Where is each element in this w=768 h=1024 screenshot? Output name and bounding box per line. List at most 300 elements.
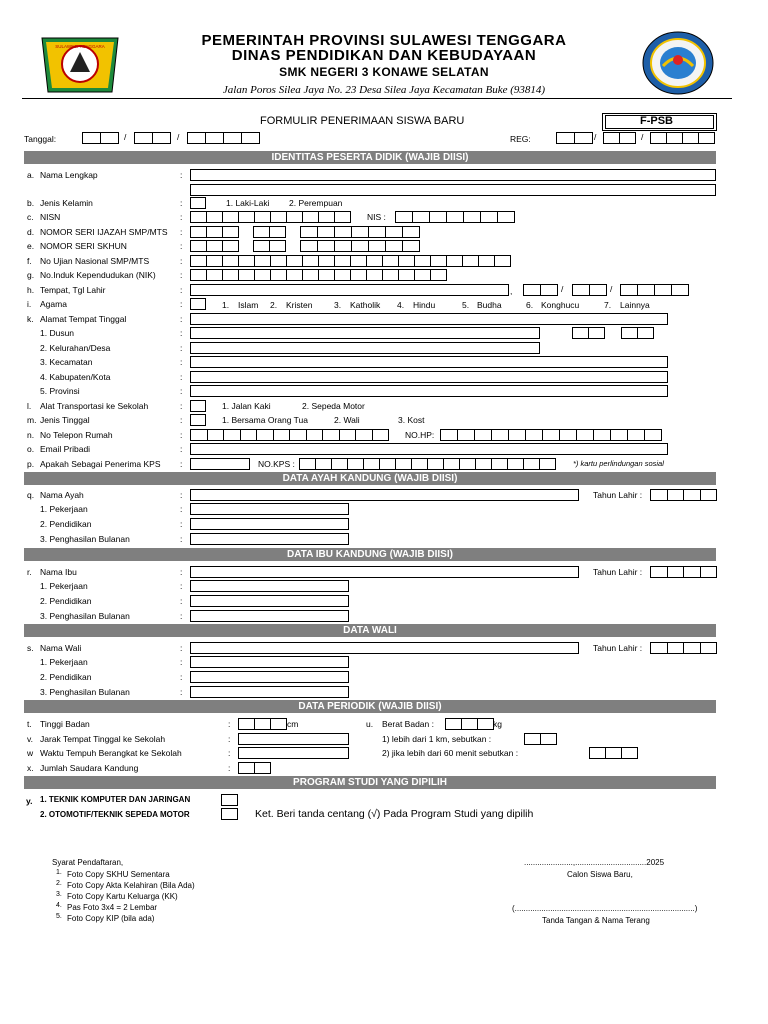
kps-cell[interactable]	[363, 458, 380, 470]
waktu-input[interactable]	[238, 747, 349, 759]
agama-box[interactable]	[190, 298, 206, 310]
date-slash: /	[124, 132, 127, 142]
section-wali: DATA WALI	[24, 624, 716, 637]
kecamatan-input[interactable]	[190, 356, 668, 368]
kps-cell[interactable]	[315, 458, 332, 470]
row-colon: :	[180, 386, 183, 396]
lahir-year-cell[interactable]	[654, 284, 672, 296]
row-colon: :	[180, 343, 183, 353]
telp-cell[interactable]	[207, 429, 225, 441]
telp-cell[interactable]	[322, 429, 340, 441]
nik-cell[interactable]	[254, 269, 271, 281]
hp-cell[interactable]	[593, 429, 611, 441]
hp-cell[interactable]	[457, 429, 475, 441]
nik-cell[interactable]	[222, 269, 239, 281]
telp-cell[interactable]	[190, 429, 208, 441]
wali-tahun-label: Tahun Lahir :	[593, 643, 643, 653]
hp-cell[interactable]	[542, 429, 560, 441]
row-label: NOMOR SERI IJAZAH SMP/MTS	[40, 227, 168, 237]
nik-cell[interactable]	[366, 269, 383, 281]
tanggal-month-cell[interactable]	[152, 132, 171, 144]
tempat-lahir-input[interactable]	[190, 284, 509, 296]
un-cell[interactable]	[350, 255, 367, 267]
hp-cell[interactable]	[508, 429, 526, 441]
tinggi-cell[interactable]	[254, 718, 271, 730]
reg-cell[interactable]	[556, 132, 575, 144]
ijazah-cell[interactable]	[253, 226, 270, 238]
skhun-cell[interactable]	[368, 240, 386, 252]
syarat-item: Pas Foto 3x4 = 2 Lembar	[67, 903, 158, 912]
nisn-cell[interactable]	[222, 211, 239, 223]
row-letter: b.	[27, 198, 35, 208]
ttl-comma: ,	[510, 286, 513, 296]
syarat-num: 5.	[56, 913, 62, 920]
waktu-cell[interactable]	[589, 747, 606, 759]
un-cell[interactable]	[286, 255, 303, 267]
un-cell[interactable]	[302, 255, 319, 267]
un-cell[interactable]	[398, 255, 415, 267]
un-cell[interactable]	[190, 255, 207, 267]
telp-cell[interactable]	[289, 429, 307, 441]
un-cell[interactable]	[446, 255, 463, 267]
telp-cell[interactable]	[306, 429, 324, 441]
agama-option: Katholik	[350, 300, 381, 310]
un-cell[interactable]	[254, 255, 271, 267]
ijazah-cell[interactable]	[269, 226, 286, 238]
ibu-tahun-cell[interactable]	[650, 566, 668, 578]
un-cell[interactable]	[334, 255, 351, 267]
ayah-nama-input[interactable]	[190, 489, 579, 501]
row-colon: :	[180, 596, 183, 606]
header-line2: DINAS PENDIDIKAN DAN KEBUDAYAAN	[231, 47, 537, 64]
row-label: Email Pribadi	[40, 444, 91, 454]
agama-option: Konghucu	[541, 300, 580, 310]
tanggal-year-cell[interactable]	[241, 132, 260, 144]
kelurahan-input[interactable]	[190, 342, 540, 354]
jenis-kelamin-box[interactable]	[190, 197, 206, 209]
tinggi-cell[interactable]	[238, 718, 255, 730]
reg-cell[interactable]	[666, 132, 683, 144]
waktu-cell[interactable]	[605, 747, 622, 759]
ijazah-cell[interactable]	[317, 226, 335, 238]
alamat-kel-label: 2. Kelurahan/Desa	[40, 343, 111, 353]
ibu-kerja-input[interactable]	[190, 580, 349, 592]
wali-hasil-input[interactable]	[190, 686, 349, 698]
kps-cell[interactable]	[507, 458, 524, 470]
rt-cell[interactable]	[572, 327, 589, 339]
skhun-cell[interactable]	[317, 240, 335, 252]
hp-cell[interactable]	[576, 429, 594, 441]
ibu-letter: r.	[27, 567, 32, 577]
berat-cell[interactable]	[461, 718, 478, 730]
row-colon: :	[180, 430, 183, 440]
row-label: Alat Transportasi ke Sekolah	[40, 401, 149, 411]
form-code: F-PSB	[640, 115, 673, 127]
section-periodik: DATA PERIODIK (WAJIB DIISI)	[24, 700, 716, 713]
un-cell[interactable]	[206, 255, 223, 267]
tanggal-day-cell[interactable]	[82, 132, 101, 144]
periodik-letter: w	[27, 748, 34, 758]
nisn-cell[interactable]	[238, 211, 255, 223]
nik-cell[interactable]	[190, 269, 207, 281]
logo-left-text: SULAWESI TENGGARA	[55, 44, 105, 49]
skhun-cell[interactable]	[206, 240, 223, 252]
ibu-tahun-cell[interactable]	[700, 566, 718, 578]
ibu-tahun-label: Tahun Lahir :	[593, 567, 643, 577]
nik-cell[interactable]	[398, 269, 415, 281]
row-label: Alamat Tempat Tinggal	[40, 314, 127, 324]
un-cell[interactable]	[318, 255, 335, 267]
transport-box[interactable]	[190, 400, 206, 412]
kps-cell[interactable]	[379, 458, 396, 470]
row-colon: :	[180, 285, 183, 295]
row-colon: :	[228, 734, 231, 744]
syarat-item: Foto Copy KIP (bila ada)	[67, 914, 155, 923]
row-letter: l.	[27, 401, 32, 411]
skhun-cell[interactable]	[385, 240, 403, 252]
berat-cell[interactable]	[477, 718, 494, 730]
telp-cell[interactable]	[256, 429, 274, 441]
row-colon: :	[180, 256, 183, 266]
ayah-tahun-cell[interactable]	[667, 489, 685, 501]
dusun-input[interactable]	[190, 327, 540, 339]
nik-cell[interactable]	[382, 269, 399, 281]
row-colon: :	[180, 519, 183, 529]
tanggal-month-cell[interactable]	[134, 132, 153, 144]
ijazah-cell[interactable]	[368, 226, 386, 238]
reg-cell[interactable]	[603, 132, 620, 144]
kps-box[interactable]	[190, 458, 250, 470]
program-option-tkj: 1. TEKNIK KOMPUTER DAN JARINGAN	[40, 795, 191, 804]
ijazah-cell[interactable]	[351, 226, 369, 238]
nama-lengkap-input[interactable]	[190, 169, 716, 181]
program-tsm-checkbox[interactable]	[221, 808, 238, 820]
hp-cell[interactable]	[610, 429, 628, 441]
sign-line: (.................................................................................)	[512, 904, 698, 913]
ibu-nama-input[interactable]	[190, 566, 579, 578]
alamat-input[interactable]	[190, 313, 668, 325]
row-colon: :	[180, 357, 183, 367]
kps-cell[interactable]	[443, 458, 460, 470]
row-colon: :	[180, 328, 183, 338]
wali-didik-label: 2. Pendidikan	[40, 672, 92, 682]
skhun-cell[interactable]	[222, 240, 239, 252]
kabupaten-input[interactable]	[190, 371, 668, 383]
nisn-cell[interactable]	[334, 211, 351, 223]
kps-cell[interactable]	[411, 458, 428, 470]
row-label: No.Induk Kependudukan (NIK)	[40, 270, 156, 280]
syarat-num: 3.	[56, 891, 62, 898]
ayah-didik-input[interactable]	[190, 518, 349, 530]
nisn-cell[interactable]	[302, 211, 319, 223]
lahir-day-cell[interactable]	[523, 284, 541, 296]
telp-cell[interactable]	[355, 429, 373, 441]
header-line1: PEMERINTAH PROVINSI SULAWESI TENGGARA	[201, 32, 567, 49]
row-colon: :	[180, 170, 183, 180]
wali-tahun-cell[interactable]	[683, 642, 701, 654]
row-letter: c.	[27, 212, 34, 222]
kps-cell[interactable]	[475, 458, 492, 470]
kps-cell[interactable]	[523, 458, 540, 470]
row-letter: h.	[27, 285, 35, 295]
rt-cell[interactable]	[588, 327, 605, 339]
rw-cell[interactable]	[621, 327, 638, 339]
telp-cell[interactable]	[273, 429, 291, 441]
program-letter: y.	[26, 796, 33, 806]
nisn-cell[interactable]	[318, 211, 335, 223]
ayah-kerja-input[interactable]	[190, 503, 349, 515]
ibu-nama-label: Nama Ibu	[40, 567, 77, 577]
row-colon: :	[180, 227, 183, 237]
wali-letter: s.	[27, 643, 34, 653]
un-cell[interactable]	[478, 255, 495, 267]
hp-cell[interactable]	[440, 429, 458, 441]
periodik-letter: v.	[27, 734, 33, 744]
wali-kerja-input[interactable]	[190, 656, 349, 668]
section-identitas: IDENTITAS PESERTA DIDIK (WAJIB DIISI)	[24, 151, 716, 164]
kps-cell[interactable]	[299, 458, 316, 470]
wali-tahun-cell[interactable]	[700, 642, 718, 654]
hp-cell[interactable]	[474, 429, 492, 441]
ayah-tahun-cell[interactable]	[700, 489, 718, 501]
skhun-cell[interactable]	[190, 240, 207, 252]
ijazah-cell[interactable]	[206, 226, 223, 238]
syarat-item: Foto Copy SKHU Sementara	[67, 870, 170, 879]
lahir-day-cell[interactable]	[540, 284, 558, 296]
reg-label: REG:	[510, 134, 531, 144]
skhun-cell[interactable]	[300, 240, 318, 252]
nik-cell[interactable]	[350, 269, 367, 281]
un-cell[interactable]	[414, 255, 431, 267]
ijazah-cell[interactable]	[385, 226, 403, 238]
tanggal-day-cell[interactable]	[100, 132, 119, 144]
nis-label: NIS :	[367, 212, 386, 222]
kps-cell[interactable]	[427, 458, 444, 470]
row-colon: :	[180, 198, 183, 208]
nik-cell[interactable]	[318, 269, 335, 281]
syarat-num: 1.	[56, 869, 62, 876]
section-ayah: DATA AYAH KANDUNG (WAJIB DIISI)	[24, 472, 716, 485]
un-cell[interactable]	[494, 255, 511, 267]
jarak-km-cell[interactable]	[524, 733, 541, 745]
skhun-cell[interactable]	[351, 240, 369, 252]
row-letter: e.	[27, 241, 35, 251]
reg-cell[interactable]	[698, 132, 715, 144]
ijazah-cell[interactable]	[222, 226, 239, 238]
program-option-tsm: 2. OTOMOTIF/TEKNIK SEPEDA MOTOR	[40, 810, 190, 819]
tanggal-year-cell[interactable]	[187, 132, 206, 144]
hp-cell[interactable]	[491, 429, 509, 441]
hp-cell[interactable]	[525, 429, 543, 441]
un-cell[interactable]	[270, 255, 287, 267]
rw-cell[interactable]	[637, 327, 654, 339]
nik-cell[interactable]	[206, 269, 223, 281]
agama-option: 4.	[397, 300, 405, 310]
nisn-cell[interactable]	[206, 211, 223, 223]
header-address: Jalan Poros Silea Jaya No. 23 Desa Silea Jaya Kecamatan Buke (93814)	[222, 84, 546, 96]
ijazah-cell[interactable]	[334, 226, 352, 238]
ijazah-cell[interactable]	[190, 226, 207, 238]
lahir-year-cell[interactable]	[637, 284, 655, 296]
nis-cell[interactable]	[463, 211, 481, 223]
telp-cell[interactable]	[223, 429, 241, 441]
lahir-year-cell[interactable]	[671, 284, 689, 296]
alamat-dusun-label: 1. Dusun	[40, 328, 75, 338]
tanggal-year-cell[interactable]	[205, 132, 224, 144]
hp-cell[interactable]	[559, 429, 577, 441]
nis-cell[interactable]	[429, 211, 447, 223]
cm-label: cm	[287, 719, 299, 729]
alamat-prov-label: 5. Provinsi	[40, 386, 80, 396]
waktu-cell[interactable]	[621, 747, 638, 759]
ayah-hasil-input[interactable]	[190, 533, 349, 545]
berat-cell[interactable]	[445, 718, 462, 730]
agama-option: 1.	[222, 300, 230, 310]
nisn-cell[interactable]	[286, 211, 303, 223]
row-letter: a.	[27, 170, 35, 180]
jarak-input[interactable]	[238, 733, 349, 745]
lahir-year-cell[interactable]	[620, 284, 638, 296]
agama-option: 5.	[462, 300, 470, 310]
row-letter: g.	[27, 270, 35, 280]
row-letter: n.	[27, 430, 35, 440]
date-slash: /	[610, 284, 613, 294]
program-note: Ket. Beri tanda centang (√) Pada Program Studi yang dipilih	[255, 808, 534, 820]
row-colon: :	[228, 748, 231, 758]
agama-option: 7.	[604, 300, 612, 310]
un-cell[interactable]	[430, 255, 447, 267]
row-label: No Telepon Rumah	[40, 430, 113, 440]
nisn-cell[interactable]	[190, 211, 207, 223]
nis-cell[interactable]	[395, 211, 413, 223]
program-tkj-checkbox[interactable]	[221, 794, 238, 806]
nik-cell[interactable]	[414, 269, 431, 281]
kps-cell[interactable]	[459, 458, 476, 470]
row-colon: :	[180, 504, 183, 514]
alamat-kab-label: 4. Kabupaten/Kota	[40, 372, 111, 382]
wali-tahun-cell[interactable]	[667, 642, 685, 654]
reg-cell[interactable]	[650, 132, 667, 144]
kps-cell[interactable]	[491, 458, 508, 470]
nis-cell[interactable]	[412, 211, 430, 223]
lahir-month-cell[interactable]	[572, 284, 590, 296]
hp-cell[interactable]	[627, 429, 645, 441]
kps-cell[interactable]	[347, 458, 364, 470]
wali-didik-input[interactable]	[190, 671, 349, 683]
lahir-month-cell[interactable]	[589, 284, 607, 296]
skhun-cell[interactable]	[402, 240, 420, 252]
un-cell[interactable]	[222, 255, 239, 267]
nis-cell[interactable]	[480, 211, 498, 223]
nisn-cell[interactable]	[270, 211, 287, 223]
nis-cell[interactable]	[497, 211, 515, 223]
kps-cell[interactable]	[539, 458, 556, 470]
jarak-note: 1) lebih dari 1 km, sebutkan :	[382, 734, 492, 744]
telp-cell[interactable]	[339, 429, 357, 441]
tinggi-cell[interactable]	[270, 718, 287, 730]
agama-option: 2.	[270, 300, 278, 310]
row-colon: :	[180, 241, 183, 251]
skhun-cell[interactable]	[334, 240, 352, 252]
row-colon: :	[180, 459, 183, 469]
telp-cell[interactable]	[240, 429, 258, 441]
email-input[interactable]	[190, 443, 668, 455]
ayah-nama-label: Nama Ayah	[40, 490, 84, 500]
reg-cell[interactable]	[619, 132, 636, 144]
syarat-title: Syarat Pendaftaran,	[52, 858, 124, 867]
wali-tahun-cell[interactable]	[650, 642, 668, 654]
wali-nama-input[interactable]	[190, 642, 579, 654]
telp-cell[interactable]	[372, 429, 390, 441]
nik-cell[interactable]	[286, 269, 303, 281]
row-colon: :	[180, 401, 183, 411]
nisn-cell[interactable]	[254, 211, 271, 223]
nik-cell[interactable]	[430, 269, 447, 281]
ijazah-cell[interactable]	[300, 226, 318, 238]
row-letter: i.	[27, 299, 32, 309]
un-cell[interactable]	[366, 255, 383, 267]
un-cell[interactable]	[238, 255, 255, 267]
row-colon: :	[180, 643, 183, 653]
row-colon: :	[180, 657, 183, 667]
un-cell[interactable]	[462, 255, 479, 267]
ibu-tahun-cell[interactable]	[683, 566, 701, 578]
ibu-tahun-cell[interactable]	[667, 566, 685, 578]
ayah-letter: q.	[27, 490, 35, 500]
syarat-num: 2.	[56, 880, 62, 887]
jarak-km-cell[interactable]	[540, 733, 557, 745]
ayah-kerja-label: 1. Pekerjaan	[40, 504, 88, 514]
row-colon: :	[180, 534, 183, 544]
kps-cell[interactable]	[331, 458, 348, 470]
nis-cell[interactable]	[446, 211, 464, 223]
syarat-num: 4.	[56, 902, 62, 909]
tinggal-box[interactable]	[190, 414, 206, 426]
ijazah-cell[interactable]	[402, 226, 420, 238]
ayah-tahun-cell[interactable]	[650, 489, 668, 501]
skhun-cell[interactable]	[269, 240, 286, 252]
nokps-label: NO.KPS :	[258, 459, 295, 469]
row-label: No Ujian Nasional SMP/MTS	[40, 256, 150, 266]
nik-cell[interactable]	[334, 269, 351, 281]
ayah-tahun-cell[interactable]	[683, 489, 701, 501]
nik-cell[interactable]	[238, 269, 255, 281]
kps-cell[interactable]	[395, 458, 412, 470]
agama-option: Kristen	[286, 300, 313, 310]
section-program: PROGRAM STUDI YANG DIPILIH	[24, 776, 716, 789]
ibu-didik-input[interactable]	[190, 595, 349, 607]
provinsi-input[interactable]	[190, 385, 668, 397]
saudara-cell[interactable]	[238, 762, 255, 774]
nik-cell[interactable]	[270, 269, 287, 281]
reg-cell[interactable]	[682, 132, 699, 144]
skhun-cell[interactable]	[253, 240, 270, 252]
kps-note: *) kartu perlindungan sosial	[573, 459, 664, 468]
tinggi-label: Tinggi Badan	[40, 719, 90, 729]
hp-cell[interactable]	[644, 429, 662, 441]
nik-cell[interactable]	[302, 269, 319, 281]
hp-label: NO.HP:	[405, 430, 435, 440]
tanggal-year-cell[interactable]	[223, 132, 242, 144]
row-letter: p.	[27, 459, 35, 469]
reg-cell[interactable]	[574, 132, 593, 144]
ibu-hasil-input[interactable]	[190, 610, 349, 622]
waktu-label: Waktu Tempuh Berangkat ke Sekolah	[40, 748, 182, 758]
nama-lengkap-input-2[interactable]	[190, 184, 716, 196]
saudara-cell[interactable]	[254, 762, 271, 774]
un-cell[interactable]	[382, 255, 399, 267]
row-letter: k.	[27, 314, 34, 324]
